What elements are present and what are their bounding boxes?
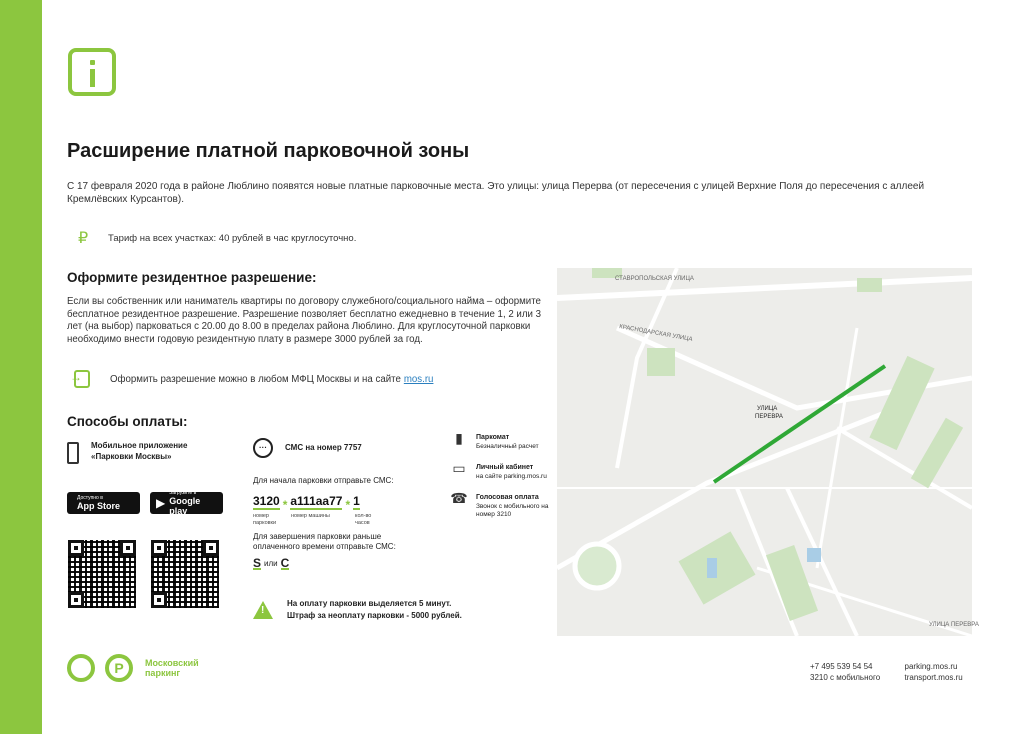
resident-heading: Оформите резидентное разрешение: (67, 270, 317, 285)
mos-ru-link[interactable]: mos.ru (403, 373, 434, 385)
warning-block (253, 598, 462, 622)
info-icon (68, 48, 116, 96)
phone-icon (67, 442, 79, 464)
sms-start-text: Для начала парковки отправьте СМС: (253, 476, 394, 485)
map-street-label: КРАСНОДАРСКАЯ УЛИЦА (618, 324, 693, 343)
code-plate: а111аа77 (290, 494, 343, 508)
qr-code-appstore (68, 540, 136, 608)
page-title: Расширение платной парковочной зоны (67, 140, 470, 162)
kiosk-sub: Безналичный расчет (476, 442, 539, 450)
label-hours: кол-во часов (355, 513, 372, 526)
label-zone: номер парковки (253, 513, 277, 526)
sms-finish-text: Для завершения парковки раньше оплаченного времени отправьте СМС: (253, 532, 396, 551)
sms-bubble-icon: ··· (253, 438, 273, 458)
mobile-app-block (67, 440, 187, 464)
tariff-text: Тариф на всех участках: 40 рублей в час круглосуточно. (108, 232, 357, 244)
payment-heading: Способы оплаты: (67, 414, 188, 429)
or-text: или (264, 559, 278, 568)
warning-line-1-bold: 5 минут. (419, 599, 452, 608)
code-zone: 3120 (253, 494, 280, 508)
app-store-button[interactable] (67, 492, 140, 514)
resident-text: Если вы собственник или наниматель квартиры по договору служебного/социального найма – оформите бесплатное резидентное разрешение. Разрешение позволяет бесплатно ежедневно в течение 1, 2 или 3 лет (на выбор) парковаться с 20.00 до 8.00 в пределах района Люблино. Для круглосуточной парковки необходимо внести годовую резидентную плату в размере 3000 рублей за год. (67, 296, 541, 345)
code-hours: 1 (353, 494, 360, 508)
appstore-small-label: Доступно в (77, 495, 103, 501)
c-letter: С (280, 556, 290, 570)
location-pin-icon (67, 654, 95, 682)
phone-call-icon: ☎ (450, 490, 468, 506)
google-play-button[interactable] (150, 492, 223, 514)
intro-text: С 17 февраля 2020 года в районе Люблино появятся новые платные парковочные места. Это улицы: улица Перерва (от пересечения с улицей Верхние Поля до пересечения с аллеей Кремлёвских Курсантов). (67, 181, 925, 205)
voice-sub: Звонок с мобильного на номер 3210 (476, 502, 549, 518)
tariff-row (78, 228, 356, 248)
qr-code-googleplay (151, 540, 219, 608)
footer-site-parking[interactable]: parking.mos.ru (904, 662, 958, 671)
map-perevra-label: УЛИЦА (757, 406, 778, 412)
other-payment-methods (450, 430, 550, 530)
footer-contacts (810, 661, 973, 683)
footer-site-transport[interactable]: transport.mos.ru (904, 673, 963, 682)
googleplay-small-label: Загрузите в (169, 490, 197, 496)
cabinet-item (450, 460, 550, 484)
map-perevra-label-2: ПЕРЕВРА (755, 414, 783, 420)
s-letter: S (253, 556, 262, 570)
voice-title: Голосовая оплата (476, 494, 539, 501)
warning-line-1: На оплату парковки выделяется (287, 599, 420, 608)
footer-phone[interactable]: +7 495 539 54 54 (810, 662, 873, 671)
moscow-parking-logo (67, 654, 199, 682)
label-plate: номер машины (291, 513, 330, 519)
apply-row (74, 370, 433, 388)
logo-line-2: паркинг (145, 668, 181, 678)
app-label-2: «Парковки Москвы» (91, 452, 172, 461)
cabinet-sub: на сайте parking.mos.ru (476, 472, 547, 480)
map-street-label: СТАВРОПОЛЬСКАЯ УЛИЦА (615, 276, 694, 282)
kiosk-item (450, 430, 550, 454)
warning-line-2: Штраф за неоплату парковки - 5000 рублей. (287, 611, 462, 620)
sms-stop-codes (253, 558, 443, 570)
apply-text: Оформить разрешение можно в любом МФЦ Москвы и на сайте (110, 373, 401, 385)
login-icon (74, 370, 90, 388)
sms-block (253, 438, 443, 570)
map-svg (557, 268, 979, 636)
play-icon: ▶ (156, 496, 166, 510)
side-accent-bar (0, 0, 42, 734)
app-label-1: Мобильное приложение (91, 441, 188, 450)
sms-title: СМС на номер 7757 (285, 443, 362, 452)
cabinet-title: Личный кабинет (476, 464, 534, 471)
sms-code: 3120 * а111аа77 * 1 (253, 494, 360, 512)
footer-phone-mobile: 3210 с мобильного (810, 673, 881, 682)
kiosk-title: Паркомат (476, 434, 510, 441)
parking-p-icon: P (105, 654, 133, 682)
area-map[interactable] (557, 268, 979, 636)
googleplay-label: Google play (169, 496, 201, 516)
parking-meter-icon: ▮ (455, 430, 463, 446)
ruble-icon: ₽ (78, 230, 89, 247)
logo-line-1: Московский (145, 658, 199, 668)
voice-item (450, 490, 550, 520)
computer-icon: ▭ (452, 460, 466, 476)
map-street-label: УЛИЦА ПЕРЕВРА (929, 622, 979, 628)
warning-icon: ! (253, 601, 273, 619)
appstore-label: App Store (77, 501, 121, 511)
